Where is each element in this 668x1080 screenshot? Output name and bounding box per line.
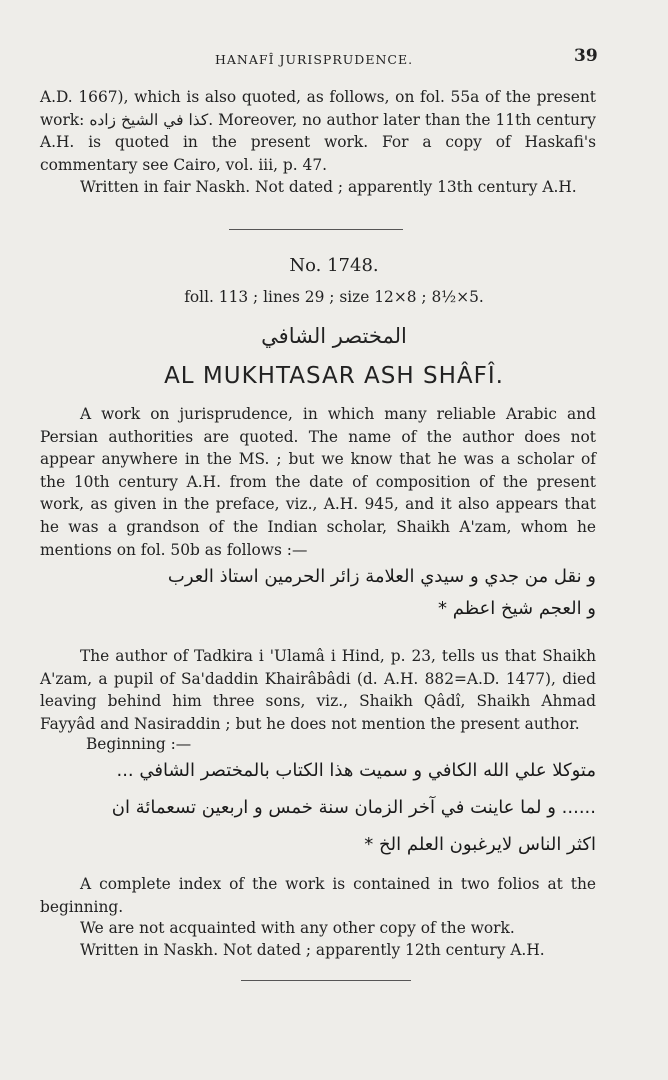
arabic-title: المختصر الشافي <box>261 324 407 348</box>
running-header <box>0 46 668 70</box>
beginning-arabic-line-3: اكثر الناس لايرغبون العلم الخ * <box>364 834 596 855</box>
script-note-1747: Written in fair Naskh. Not dated ; apparently 13th century A.H. <box>80 178 577 196</box>
beginning-arabic-line-1: متوكلا علي الله الكافي و سميت هذا الكتاب بالمختصر الشافي ... <box>116 760 596 781</box>
arabic-quote-line-2: و العجم شيخ اعظم * <box>438 598 596 619</box>
other-copy-paragraph: We are not acquainted with any other copy of the work. <box>80 919 515 937</box>
script-note-1748: Written in Naskh. Not dated ; apparently 12th century A.H. <box>80 941 545 959</box>
entry-description: foll. 113 ; lines 29 ; size 12×8 ; 8½×5. <box>184 288 484 306</box>
arabic-quote-line-1: و نقل من جدي و سيدي العلامة زائر الحرمين استاذ العرب <box>167 566 596 587</box>
beginning-label: Beginning :— <box>86 735 192 753</box>
continued-paragraph: A.D. 1667), which is also quoted, as follows, on fol. 55a of the present work: كذا في الشيخ زاده. Moreover, no author later than the 11th century A.H. is quoted in the present work. For a copy of Haskafi's commentary see Cairo, vol. iii, p. 47. <box>40 88 596 174</box>
beginning-arabic-line-2: ...... و لما عاينت في آخر الزمان سنة خمس و اربعين تسعمائة ان <box>111 797 596 818</box>
entry-number: No. 1748. <box>289 255 379 276</box>
end-divider <box>241 980 411 981</box>
page-number: 39 <box>574 46 598 66</box>
work-title: AL MUKHTASAR ASH SHÂFÎ. <box>164 363 504 389</box>
index-paragraph: A complete index of the work is contained in two folios at the beginning. <box>40 875 596 916</box>
author-paragraph: The author of Tadkira i 'Ulamâ i Hind, p. 23, tells us that Shaikh A'zam, a pupil of Sa'daddin Khairâbâdi (d. A.H. 882=A.D. 1477), died leaving behind him three sons, viz., Shaikh Qâdî, Shaikh Ahmad Fayyâd and Nasiraddin ; but he does not mention the present author. <box>40 647 596 733</box>
section-divider <box>229 229 403 230</box>
running-title: HANAFÎ JURISPRUDENCE. <box>215 52 414 67</box>
description-paragraph: A work on jurisprudence, in which many reliable Arabic and Persian authorities are quoted. The name of the author does not appear anywhere in the MS. ; but we know that he was a scholar of the 10th century A.H. from the date of composition of the present work, as given in the preface, viz., A.H. 945, and it also appears that he was a grandson of the Indian scholar, Shaikh A'zam, whom he mentions on fol. 50b as follows :— <box>40 405 596 559</box>
